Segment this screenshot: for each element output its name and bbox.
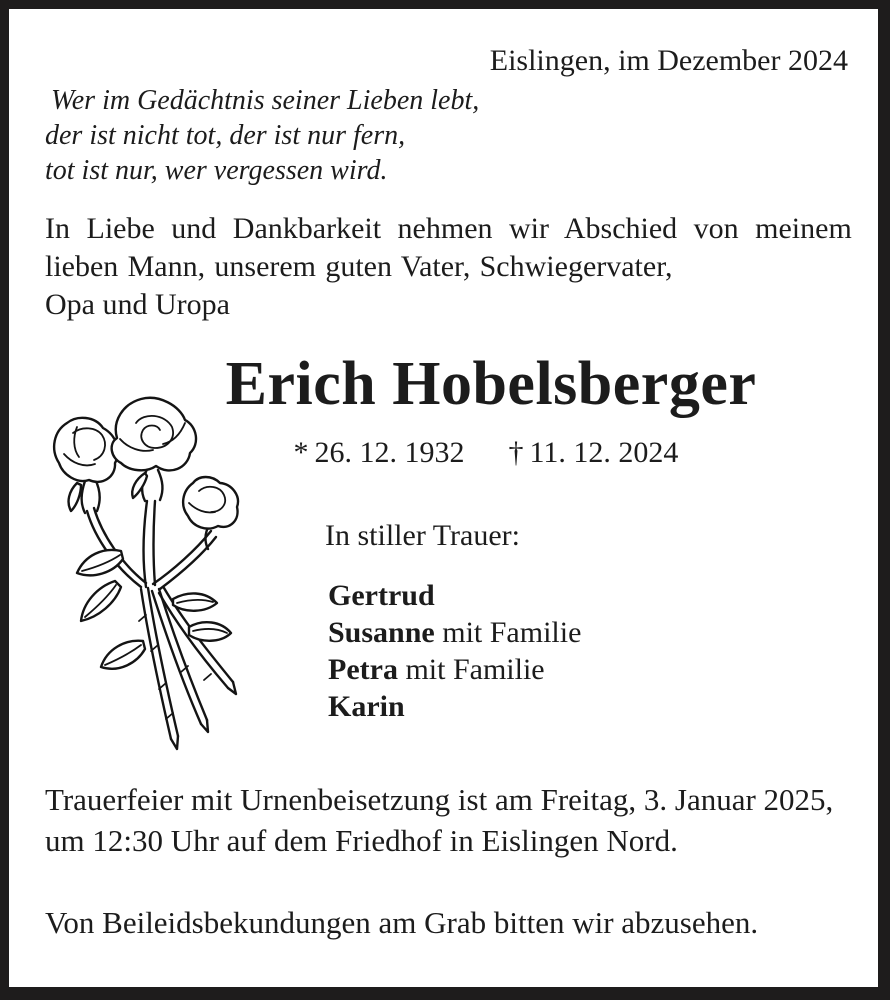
- mourner-row: [328, 651, 581, 688]
- intro-line-3: Opa und Uropa: [45, 288, 230, 321]
- mourner-row: [328, 577, 581, 614]
- death-symbol: †: [508, 436, 524, 469]
- mourner-suffix: mit Familie: [434, 616, 582, 649]
- birth-date: [294, 436, 465, 470]
- death-date: [509, 436, 679, 470]
- poem-line-2: der ist nicht tot, der ist nur fern,: [45, 120, 406, 151]
- intro-paragraph: [45, 210, 852, 324]
- mourners-list: [328, 577, 581, 725]
- poem-line-3: tot ist nur, wer vergessen wird.: [45, 155, 388, 186]
- mourner-name: Susanne: [328, 616, 435, 649]
- funeral-line-1: Trauerfeier mit Urnenbeisetzung ist am Freitag, 3. Januar 2025,: [45, 782, 834, 817]
- intro-line-2: lieben Mann, unserem guten Vater, Schwiegervater,: [45, 250, 673, 283]
- birth-date-value: 26. 12. 1932: [314, 436, 465, 469]
- deceased-name: Erich Hobelsberger: [225, 350, 757, 418]
- roses-illustration: [25, 383, 251, 761]
- condolence-note: Von Beileidsbekundungen am Grab bitten wir abzusehen.: [45, 905, 759, 940]
- mourner-name: Gertrud: [328, 579, 435, 612]
- mourner-name: Petra: [328, 653, 398, 686]
- intro-line-1: In Liebe und Dankbarkeit nehmen wir Abschied von meinem: [45, 212, 852, 245]
- mourner-suffix: mit Familie: [397, 653, 545, 686]
- mourning-heading: In stiller Trauer:: [325, 519, 520, 552]
- mourner-name: Karin: [328, 690, 405, 723]
- mourner-row: [328, 688, 581, 725]
- funeral-line-2: um 12:30 Uhr auf dem Friedhof in Eislingen Nord.: [45, 823, 678, 858]
- poem-line-1: Wer im Gedächtnis seiner Lieben lebt,: [51, 85, 480, 116]
- dateline: Eislingen, im Dezember 2024: [489, 44, 848, 77]
- death-date-value: 11. 12. 2024: [529, 436, 679, 469]
- mourner-row: [328, 614, 581, 651]
- birth-symbol: *: [293, 436, 309, 469]
- memorial-poem: [45, 83, 479, 188]
- funeral-info: [45, 779, 833, 861]
